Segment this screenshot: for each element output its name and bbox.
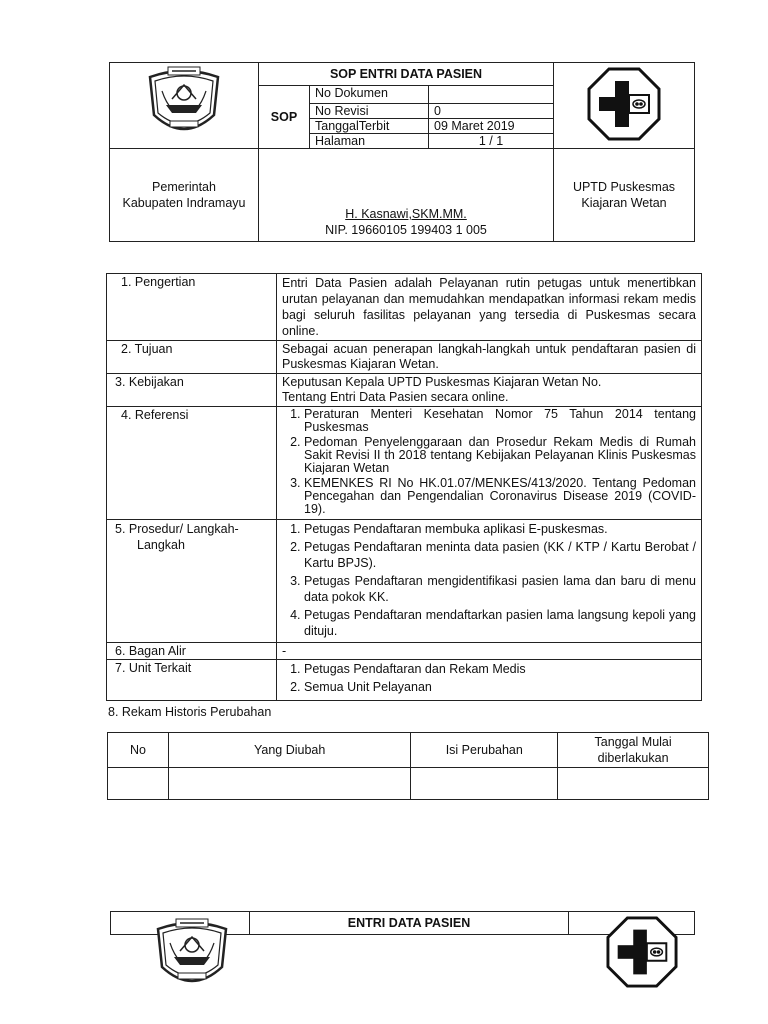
list-item: 2. Petugas Pendaftaran meninta data pasien (KK / KTP / Kartu Berobat / Kartu BPJS).: [304, 539, 696, 571]
kebijakan-line-1: Keputusan Kepala UPTD Puskesmas Kiajaran Wetan No.: [282, 375, 602, 389]
unit-line-2: Kiajaran Wetan: [581, 196, 667, 210]
section-label: 4. Referensi: [107, 407, 277, 520]
meta-label-tanggal-terbit: TanggalTerbit: [310, 119, 429, 134]
section-text: Sebagai acuan penerapan langkah-langkah untuk pendaftaran pasien di Puskesmas Kiajaran Wetan.: [277, 341, 702, 374]
section-prosedur: [107, 520, 702, 643]
sop-label: SOP: [259, 86, 310, 149]
history-table: [107, 732, 709, 800]
section-tujuan: [107, 341, 702, 374]
puskesmas-logo-cell: [554, 63, 695, 149]
meta-value-no-revisi: 0: [429, 104, 554, 119]
history-cell: [168, 768, 410, 800]
section-unit-terkait: [107, 660, 702, 701]
history-header-no: No: [108, 733, 169, 768]
unit-list: [282, 661, 696, 695]
signer-name: H. Kasnawi,SKM.MM.: [345, 207, 467, 221]
history-title: 8. Rekam Historis Perubahan: [108, 705, 272, 719]
document-title: SOP ENTRI DATA PASIEN: [259, 63, 554, 86]
history-header-changed: Yang Diubah: [168, 733, 410, 768]
section-list-cell: [277, 520, 702, 643]
meta-value-no-dokumen: [429, 86, 554, 104]
history-header-content: Isi Perubahan: [411, 733, 558, 768]
signature-cell: [259, 149, 554, 242]
section-label: 1. Pengertian: [107, 274, 277, 341]
signer-nip: NIP. 19660105 199403 1 005: [325, 223, 487, 237]
list-item: 1. Peraturan Menteri Kesehatan Nomor 75 Tahun 2014 tentang Puskesmas: [304, 408, 696, 434]
header-table: [109, 62, 695, 242]
sop-content-table: [106, 273, 702, 701]
meta-value-halaman: 1 / 1: [429, 134, 554, 149]
section-referensi: [107, 407, 702, 520]
list-item: 1. Petugas Pendaftaran membuka aplikasi E-puskesmas.: [304, 521, 696, 537]
section-label: 7. Unit Terkait: [107, 660, 277, 701]
regency-emblem-icon: [150, 915, 234, 997]
section-label: 3. Kebijakan: [107, 374, 277, 407]
puskesmas-logo-icon: [587, 67, 661, 141]
meta-label-no-revisi: No Revisi: [310, 104, 429, 119]
puskesmas-logo-icon: [606, 916, 678, 988]
government-line-2: Kabupaten Indramayu: [122, 196, 246, 210]
section-list-cell: [277, 407, 702, 520]
section-pengertian: [107, 274, 702, 341]
list-item: 1. Petugas Pendaftaran dan Rekam Medis: [304, 661, 696, 677]
section-kebijakan: [107, 374, 702, 407]
section-bagan-alir: [107, 643, 702, 660]
list-item: 2. Pedoman Penyelenggaraan dan Prosedur Rekam Medis di Rumah Sakit Revisi II th 2018 tentang Kebijakan Pelayanan Klinis Puskesmas Kiajaran Wetan: [304, 436, 696, 475]
history-header-row: [108, 733, 709, 768]
section-text: [277, 374, 702, 407]
prosedur-list: [282, 521, 696, 639]
history-cell: [411, 768, 558, 800]
history-header-date: Tanggal Mulai diberlakukan: [558, 733, 709, 768]
government-line-1: Pemerintah: [152, 180, 216, 194]
section-text: -: [277, 643, 702, 660]
section-label: 2. Tujuan: [107, 341, 277, 374]
list-item: 3. Petugas Pendaftaran mengidentifikasi pasien lama dan baru di menu data pokok KK.: [304, 573, 696, 605]
list-item: 2. Semua Unit Pelayanan: [304, 679, 696, 695]
kebijakan-line-2: Tentang Entri Data Pasien secara online.: [282, 390, 509, 404]
prosedur-label-line-1: 5. Prosedur/ Langkah-: [115, 522, 239, 536]
unit-line-1: UPTD Puskesmas: [572, 180, 676, 194]
history-cell: [108, 768, 169, 800]
section-list-cell: [277, 660, 702, 701]
meta-label-halaman: Halaman: [310, 134, 429, 149]
history-cell: [558, 768, 709, 800]
list-item: 3. KEMENKES RI No HK.01.07/MENKES/413/2020. Tentang Pedoman Pencegahan dan Pengendalian Coronavirus Disease 2019 (COVID-19).: [304, 477, 696, 516]
regency-emblem-icon: [142, 63, 226, 145]
list-item: 4. Petugas Pendaftaran mendaftarkan pasien lama langsung kepoli yang dituju.: [304, 607, 696, 639]
prosedur-label-line-2: Langkah: [137, 538, 185, 552]
section-label: [107, 520, 277, 643]
section-text: Entri Data Pasien adalah Pelayanan rutin petugas untuk menertibkan urutan pelayanan dan memudahkan mendapatkan informasi rekam medis bagi seluruh fasilitas pelayanan yang tersedia di Puskesmas secara online.: [277, 274, 702, 341]
unit-cell: [554, 149, 695, 242]
regency-logo-cell: [110, 63, 259, 149]
meta-label-no-dokumen: No Dokumen: [310, 86, 429, 104]
referensi-list: [282, 408, 696, 516]
meta-value-tanggal-terbit: 09 Maret 2019: [429, 119, 554, 134]
government-cell: [110, 149, 259, 242]
next-page-title: ENTRI DATA PASIEN: [250, 912, 569, 935]
section-label: 6. Bagan Alir: [107, 643, 277, 660]
table-row: [108, 768, 709, 800]
